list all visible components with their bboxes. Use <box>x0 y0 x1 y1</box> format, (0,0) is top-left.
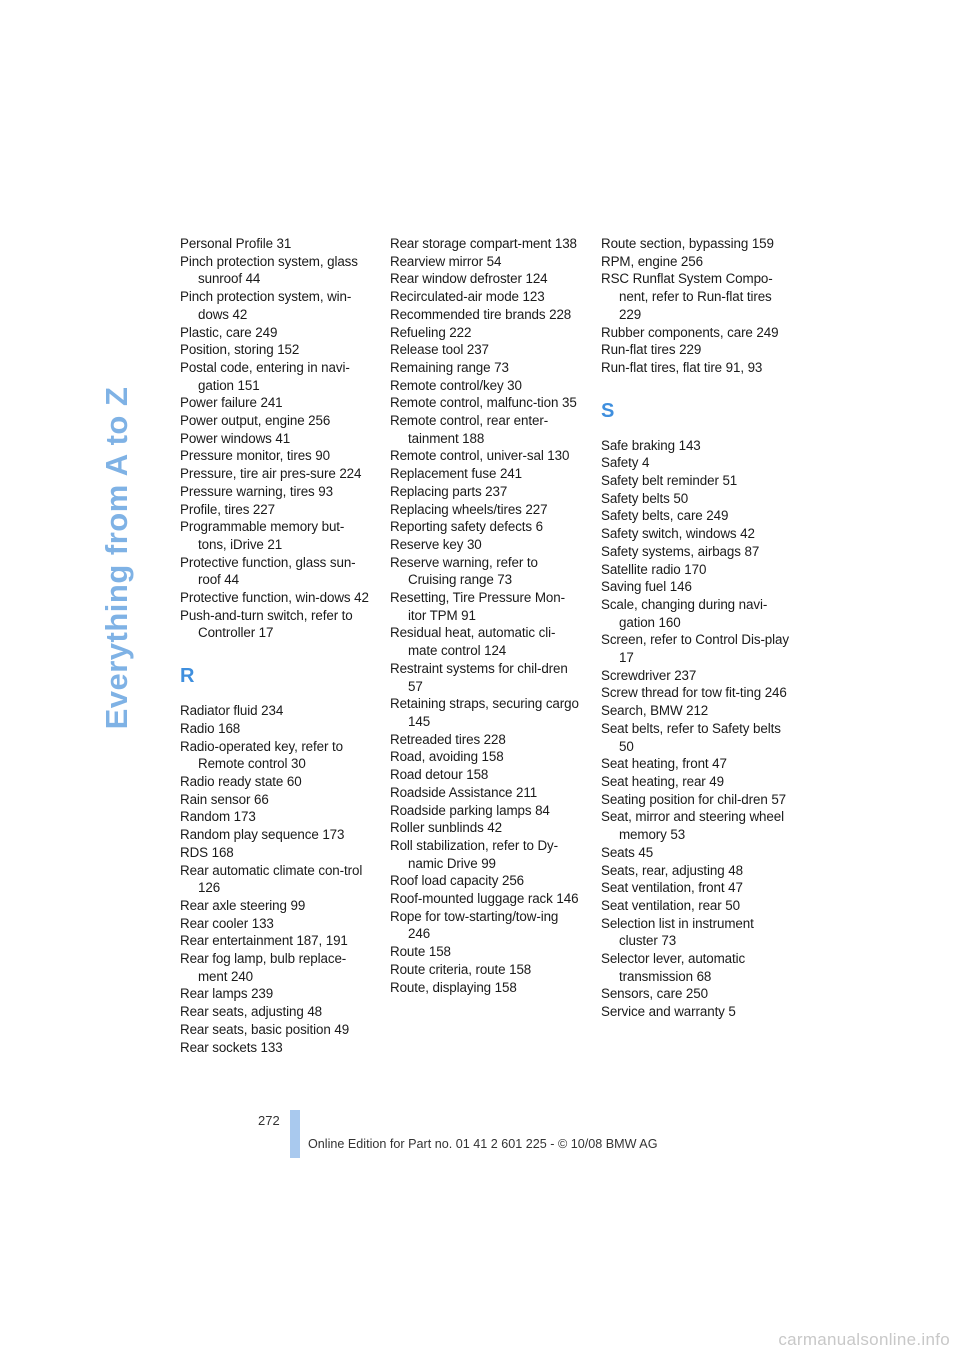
index-entry: Retreaded tires 228 <box>390 731 506 747</box>
index-entry: Power windows 41 <box>180 430 291 446</box>
index-entry: Plastic, care 249 <box>180 324 278 340</box>
index-entry: Selector lever, automatic transmission 68 <box>601 951 746 984</box>
index-entry: Safety belt reminder 51 <box>601 473 738 489</box>
index-entry: Power output, engine 256 <box>180 413 331 429</box>
index-entry: Safety belts 50 <box>601 490 689 506</box>
index-entry: Roll stabilization, refer to Dy-namic Drive 99 <box>390 837 558 871</box>
index-entry: Roller sunblinds 42 <box>390 820 502 836</box>
index-entry: Pinch protection system, glass sunroof 44 <box>180 253 358 287</box>
index-entry: Run-flat tires 229 <box>601 342 702 358</box>
index-entry: Sensors, care 250 <box>601 986 708 1002</box>
index-entry: Profile, tires 227 <box>180 501 275 517</box>
index-entry: Rear sockets 133 <box>180 1039 283 1055</box>
index-entry: Screen, refer to Control Dis-play 17 <box>601 632 789 666</box>
index-entry: Run-flat tires, flat tire 91, 93 <box>601 359 763 375</box>
index-entry: Satellite radio 170 <box>601 561 707 577</box>
index-entry: Residual heat, automatic cli-mate control 124 <box>390 625 556 659</box>
index-entry: Seat ventilation, rear 50 <box>601 897 740 913</box>
index-entry: Push-and-turn switch, refer to Controller 17 <box>180 607 353 641</box>
index-entry: Search, BMW 212 <box>601 703 709 719</box>
side-title: Everything from A to Z <box>99 386 134 730</box>
index-entry: Rear window defroster 124 <box>390 271 548 287</box>
index-entry: Remote control, malfunc-tion 35 <box>390 395 577 411</box>
index-entry: Seat ventilation, front 47 <box>601 880 743 896</box>
index-entry: Programmable memory but-tons, iDrive 21 <box>180 519 345 552</box>
index-entry: Roadside parking lamps 84 <box>390 802 550 818</box>
index-entry: Route, displaying 158 <box>390 979 517 995</box>
index-entry: Seat belts, refer to Safety belts 50 <box>601 720 781 754</box>
index-entry: Release tool 237 <box>390 342 489 358</box>
index-entry: Personal Profile 31 <box>180 236 292 251</box>
index-entry: Seat heating, front 47 <box>601 756 727 772</box>
index-entry: Rearview mirror 54 <box>390 253 502 269</box>
index-column-3 <box>601 235 793 1021</box>
index-entry: Random play sequence 173 <box>180 827 345 843</box>
index-entry: Remaining range 73 <box>390 359 509 375</box>
index-entry: Random 173 <box>180 809 256 825</box>
index-entry: Radio-operated key, refer to Remote control 30 <box>180 738 343 772</box>
index-list-s <box>601 437 793 1021</box>
index-entry: Radio 168 <box>180 720 241 736</box>
index-entry: Route criteria, route 158 <box>390 961 532 977</box>
index-entry: Rear seats, adjusting 48 <box>180 1004 323 1020</box>
index-list-r <box>180 702 372 1056</box>
index-entry: Replacing wheels/tires 227 <box>390 501 548 517</box>
index-entry: Rear seats, basic position 49 <box>180 1021 350 1037</box>
index-entry: Seating position for chil-dren 57 <box>601 791 787 807</box>
index-entry: Restraint systems for chil-dren 57 <box>390 660 568 694</box>
page-number: 272 <box>258 1113 280 1128</box>
index-entry: Refueling 222 <box>390 324 472 340</box>
index-entry: Rope for tow-starting/tow-ing 246 <box>390 908 559 942</box>
index-entry: Protective function, win-dows 42 <box>180 590 369 606</box>
section-heading-s: S <box>601 399 615 422</box>
index-list-r-continued <box>390 235 582 996</box>
index-entry: Safety 4 <box>601 455 650 471</box>
index-entry: Saving fuel 146 <box>601 579 692 595</box>
index-entry: Road, avoiding 158 <box>390 749 504 765</box>
index-entry: Remote control, univer-sal 130 <box>390 448 570 464</box>
index-entry: Replacement fuse 241 <box>390 466 522 482</box>
index-entry: Postal code, entering in navi-gation 151 <box>180 359 350 393</box>
index-entry: Seats 45 <box>601 844 654 860</box>
index-entry: Recirculated-air mode 123 <box>390 289 545 305</box>
index-entry: Seat heating, rear 49 <box>601 773 724 789</box>
index-entry: Road detour 158 <box>390 767 489 783</box>
index-entry: Roadside Assistance 211 <box>390 784 538 800</box>
index-entry: Service and warranty 5 <box>601 1004 736 1020</box>
index-entry: Screw thread for tow fit-ting 246 <box>601 685 787 701</box>
index-list-r-end <box>601 235 793 377</box>
index-entry: Rear lamps 239 <box>180 986 274 1002</box>
index-entry: Rear fog lamp, bulb replace-ment 240 <box>180 951 347 984</box>
index-entry: Rubber components, care 249 <box>601 324 779 340</box>
section-heading-r: R <box>180 665 195 688</box>
index-entry: Resetting, Tire Pressure Mon-itor TPM 91 <box>390 590 565 623</box>
footer-edition-text: Online Edition for Part no. 01 41 2 601 225 - © 10/08 BMW AG <box>308 1137 658 1151</box>
index-entry: Rear storage compart-ment 138 <box>390 236 577 251</box>
index-entry: Rear entertainment 187, 191 <box>180 933 348 949</box>
index-entry: Safe braking 143 <box>601 437 701 453</box>
index-entry: Reserve warning, refer to Cruising range 73 <box>390 554 538 588</box>
index-entry: Remote control, rear enter-tainment 188 <box>390 413 549 446</box>
index-entry: Rear cooler 133 <box>180 915 274 931</box>
index-entry: Route section, bypassing 159 <box>601 236 774 251</box>
index-entry: RDS 168 <box>180 844 234 860</box>
index-entry: Rain sensor 66 <box>180 791 269 807</box>
index-entry: Seats, rear, adjusting 48 <box>601 862 743 878</box>
index-entry: Safety systems, airbags 87 <box>601 543 760 559</box>
index-entry: Retaining straps, securing cargo 145 <box>390 696 579 729</box>
index-entry: Power failure 241 <box>180 395 283 411</box>
index-entry: Route 158 <box>390 944 451 960</box>
index-entry: Pinch protection system, win-dows 42 <box>180 289 352 322</box>
index-entry: Pressure, tire air pres-sure 224 <box>180 466 362 482</box>
index-entry: Reserve key 30 <box>390 536 482 552</box>
index-list-p <box>180 235 372 642</box>
index-entry: Screwdriver 237 <box>601 667 697 683</box>
index-entry: Seat, mirror and steering wheel memory 53 <box>601 809 784 843</box>
index-entry: Safety belts, care 249 <box>601 508 729 524</box>
index-entry: Position, storing 152 <box>180 342 300 358</box>
index-entry: Roof load capacity 256 <box>390 873 525 889</box>
footer-accent-bar <box>290 1110 300 1158</box>
index-entry: Radio ready state 60 <box>180 773 302 789</box>
index-column-2 <box>390 235 582 996</box>
index-entry: RPM, engine 256 <box>601 253 703 269</box>
index-entry: Safety switch, windows 42 <box>601 526 755 542</box>
index-column-1 <box>180 235 372 1056</box>
index-entry: Pressure monitor, tires 90 <box>180 448 330 464</box>
index-entry: Replacing parts 237 <box>390 483 508 499</box>
index-entry: Reporting safety defects 6 <box>390 519 543 535</box>
index-entry: Roof-mounted luggage rack 146 <box>390 891 579 907</box>
index-entry: RSC Runflat System Compo-nent, refer to Run-flat tires 229 <box>601 271 773 322</box>
index-entry: Rear automatic climate con-trol 126 <box>180 862 363 896</box>
index-entry: Radiator fluid 234 <box>180 703 284 719</box>
index-entry: Pressure warning, tires 93 <box>180 483 333 499</box>
index-entry: Rear axle steering 99 <box>180 897 306 913</box>
index-entry: Remote control/key 30 <box>390 377 522 393</box>
index-entry: Selection list in instrument cluster 73 <box>601 915 754 949</box>
index-entry: Recommended tire brands 228 <box>390 306 572 322</box>
index-entry: Scale, changing during navi-gation 160 <box>601 596 768 630</box>
watermark: carmanualsonline.info <box>778 1330 950 1349</box>
index-entry: Protective function, glass sun-roof 44 <box>180 554 356 588</box>
